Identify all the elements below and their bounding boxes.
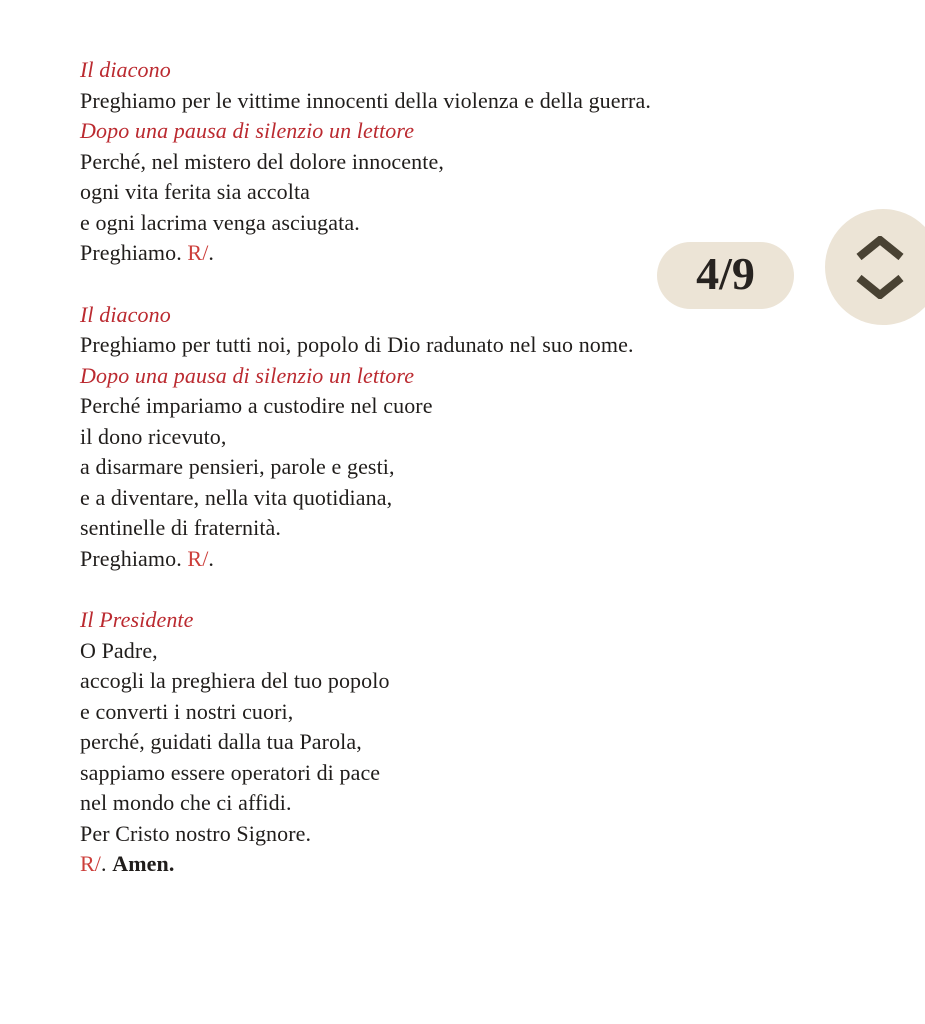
prayer-line xyxy=(80,727,760,758)
prayer-line xyxy=(80,391,760,422)
response-symbol: R/ xyxy=(187,240,209,265)
page-indicator-label: 4/9 xyxy=(696,247,755,299)
response-text: Amen. xyxy=(112,851,175,876)
prayer-line xyxy=(80,422,760,453)
prayer-line xyxy=(80,513,760,544)
prayer-text: Preghiamo. xyxy=(80,545,188,571)
rubric-text: Dopo una pausa di silenzio un lettore xyxy=(80,362,415,388)
prayer-text: Perché, nel mistero del dolore innocente, xyxy=(80,148,444,174)
prayer-line xyxy=(80,788,760,819)
prayer-text: Preghiamo per tutti noi, popolo di Dio radunato nel suo nome. xyxy=(80,332,634,357)
prayer-text: e a diventare, nella vita quotidiana, xyxy=(80,484,393,510)
prayer-text: Perché impariamo a custodire nel cuore xyxy=(80,393,433,418)
prayer-text: Per Cristo nostro Signore. xyxy=(80,820,312,846)
prayer-text: . xyxy=(101,851,113,876)
prayer-line xyxy=(80,636,760,667)
prayer-text: sentinelle di fraternità. xyxy=(80,515,282,540)
rubric-line xyxy=(80,116,760,147)
prayer-text: accogli la preghiera del tuo popolo xyxy=(80,668,390,693)
prayer-text: . xyxy=(208,545,215,571)
prayer-line xyxy=(80,819,760,850)
prayer-text: il dono ricevuto, xyxy=(80,423,227,449)
rubric-text: Dopo una pausa di silenzio un lettore xyxy=(80,118,415,143)
rubric-text: Il Presidente xyxy=(80,607,194,632)
rubric-text: Il diacono xyxy=(80,57,171,82)
response-symbol: R/ xyxy=(80,851,101,876)
prayer-line xyxy=(80,177,760,208)
prayer-line xyxy=(80,758,760,789)
page-up-button[interactable] xyxy=(854,236,906,261)
rubric-line xyxy=(80,300,760,331)
prayer-text: . xyxy=(208,240,215,265)
prayer-text: e ogni lacrima venga asciugata. xyxy=(80,209,360,235)
prayer-text: perché, guidati dalla tua Parola, xyxy=(80,729,362,754)
page-down-button[interactable] xyxy=(854,274,906,299)
prayer-text-container xyxy=(80,55,760,880)
prayer-text: nel mondo che ci affidi. xyxy=(80,790,292,815)
prayer-text: ogni vita ferita sia accolta xyxy=(80,179,311,204)
prayer-line xyxy=(80,666,760,697)
response-symbol: R/ xyxy=(187,545,209,571)
prayer-line xyxy=(80,452,760,483)
prayer-line xyxy=(80,544,760,575)
prayer-line xyxy=(80,330,760,361)
prayer-line xyxy=(80,147,760,178)
prayer-text: e converti i nostri cuori, xyxy=(80,698,294,724)
prayer-block xyxy=(80,605,760,880)
prayer-line xyxy=(80,483,760,514)
prayer-text: Preghiamo. xyxy=(80,240,188,265)
prayer-block xyxy=(80,300,760,575)
chevron-down-icon xyxy=(854,274,906,299)
page-scroll-control xyxy=(825,209,925,325)
prayer-line xyxy=(80,86,760,117)
prayer-text: a disarmare pensieri, parole e gesti, xyxy=(80,454,395,479)
rubric-line xyxy=(80,361,760,392)
rubric-line xyxy=(80,55,760,86)
page-indicator xyxy=(657,242,794,309)
prayer-text: Preghiamo per le vittime innocenti della violenza e della guerra. xyxy=(80,87,651,113)
chevron-up-icon xyxy=(854,236,906,261)
prayer-block xyxy=(80,55,760,269)
rubric-text: Il diacono xyxy=(80,301,171,327)
prayer-line xyxy=(80,849,760,880)
prayer-text: sappiamo essere operatori di pace xyxy=(80,759,381,785)
prayer-line xyxy=(80,697,760,728)
prayer-text: O Padre, xyxy=(80,637,158,663)
prayer-line xyxy=(80,208,760,239)
rubric-line xyxy=(80,605,760,636)
